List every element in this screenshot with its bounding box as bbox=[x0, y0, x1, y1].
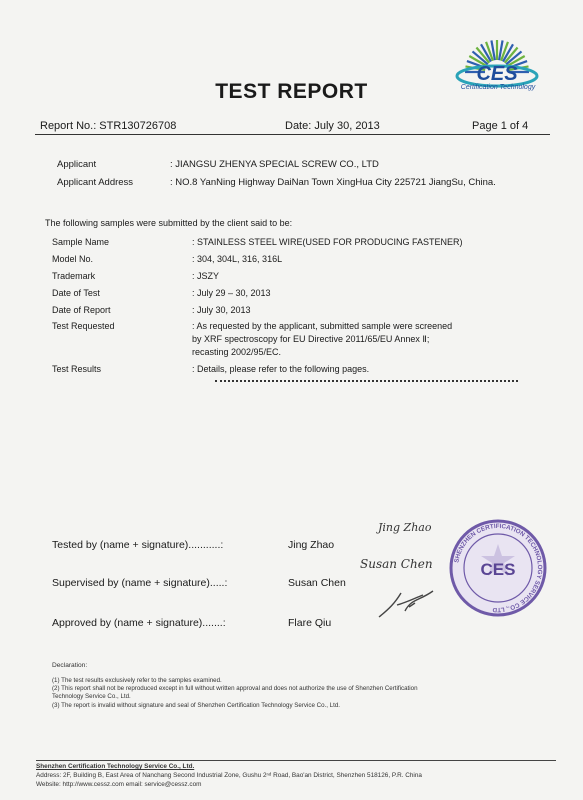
seal-ring-text: SHENZHEN CERTIFICATION TECHNOLOGY SERVICE CO., LTD bbox=[453, 522, 544, 614]
logo-abbr: CES bbox=[476, 63, 518, 85]
declaration-item-3: (3) The report is invalid without signature and seal of Shenzhen Certification Technology Service Co., Ltd. bbox=[52, 702, 340, 709]
trademark-label: Trademark bbox=[52, 271, 96, 281]
date-of-test-value: : July 29 – 30, 2013 bbox=[192, 288, 271, 298]
declaration-item-1: (1) The test results exclusively refer to the samples examined. bbox=[52, 677, 222, 684]
trademark-value: : JSZY bbox=[192, 271, 220, 281]
declaration-item-2: (2) This report shall not be reproduced except in full without written approval and does not authorize the use of Shenzhen Certification bbox=[52, 685, 418, 692]
footer-address: Address: 2F, Building B, East Area of Nanchang Second Industrial Zone, Gushu 2ⁿᵈ Road, Bao'an District, Shenzhen 518126, P.R. China bbox=[36, 772, 422, 779]
page-number: Page 1 of 4 bbox=[472, 120, 529, 132]
sample-name-label: Sample Name bbox=[52, 237, 110, 247]
report-number: Report No.: STR130726708 bbox=[40, 120, 177, 132]
logo-tagline: Certification Technology bbox=[460, 84, 536, 91]
seal-icon bbox=[448, 518, 548, 618]
applicant-address-value: : NO.8 YanNing Highway DaiNan Town XingHua City 225721 JiangSu, China. bbox=[170, 177, 496, 188]
footer-divider bbox=[36, 760, 556, 761]
date-of-report-label: Date of Report bbox=[52, 305, 111, 315]
model-no-label: Model No. bbox=[52, 254, 94, 264]
footer-web-email: Website: http://www.cessz.com email: service@cessz.com bbox=[36, 781, 202, 788]
declaration-item-2-cont: Technology Service Co., Ltd. bbox=[52, 693, 131, 700]
handwritten-signature-flare-qiu bbox=[375, 585, 437, 621]
seal-center-text: CES bbox=[480, 560, 516, 579]
sample-name-value: : STAINLESS STEEL WIRE(USED FOR PRODUCING FASTENER) bbox=[192, 237, 463, 247]
test-requested-line-1: : As requested by the applicant, submitted sample were screened bbox=[192, 321, 453, 331]
tested-by-name: Jing Zhao bbox=[288, 539, 335, 551]
ces-official-seal bbox=[448, 518, 548, 618]
handwritten-signature-jing-zhao: Jing Zhao bbox=[378, 521, 432, 534]
date-of-test-label: Date of Test bbox=[52, 288, 100, 298]
model-no-value: : 304, 304L, 316, 316L bbox=[192, 254, 283, 264]
supervised-by-name: Susan Chen bbox=[288, 577, 346, 589]
applicant-address-label: Applicant Address bbox=[57, 177, 134, 188]
test-requested-line-2: by XRF spectroscopy for EU Directive 2011/65/EU Annex Ⅱ; bbox=[192, 334, 430, 344]
page-title: TEST REPORT bbox=[215, 80, 368, 103]
header-divider bbox=[35, 134, 550, 135]
test-results-label: Test Results bbox=[52, 364, 102, 374]
applicant-label: Applicant bbox=[57, 159, 97, 170]
samples-intro: The following samples were submitted by the client said to be: bbox=[45, 218, 293, 228]
report-date: Date: July 30, 2013 bbox=[285, 120, 380, 132]
approved-by-label: Approved by (name + signature).......: bbox=[52, 617, 226, 629]
test-requested-line-3: recasting 2002/95/EC. bbox=[192, 347, 282, 357]
test-requested-label: Test Requested bbox=[52, 321, 115, 331]
footer-company: Shenzhen Certification Technology Service Co., Ltd. bbox=[36, 763, 195, 770]
declaration-title: Declaration: bbox=[52, 662, 88, 669]
tested-by-label: Tested by (name + signature)...........: bbox=[52, 539, 224, 551]
dotted-divider bbox=[215, 380, 518, 382]
date-of-report-value: : July 30, 2013 bbox=[192, 305, 251, 315]
handwritten-signature-susan-chen: Susan Chen bbox=[360, 557, 433, 571]
approved-by-name: Flare Qiu bbox=[288, 617, 332, 629]
test-results-value: : Details, please refer to the following pages. bbox=[192, 364, 370, 374]
supervised-by-label: Supervised by (name + signature).....: bbox=[52, 577, 228, 589]
applicant-value: : JIANGSU ZHENYA SPECIAL SCREW CO., LTD bbox=[170, 159, 379, 170]
